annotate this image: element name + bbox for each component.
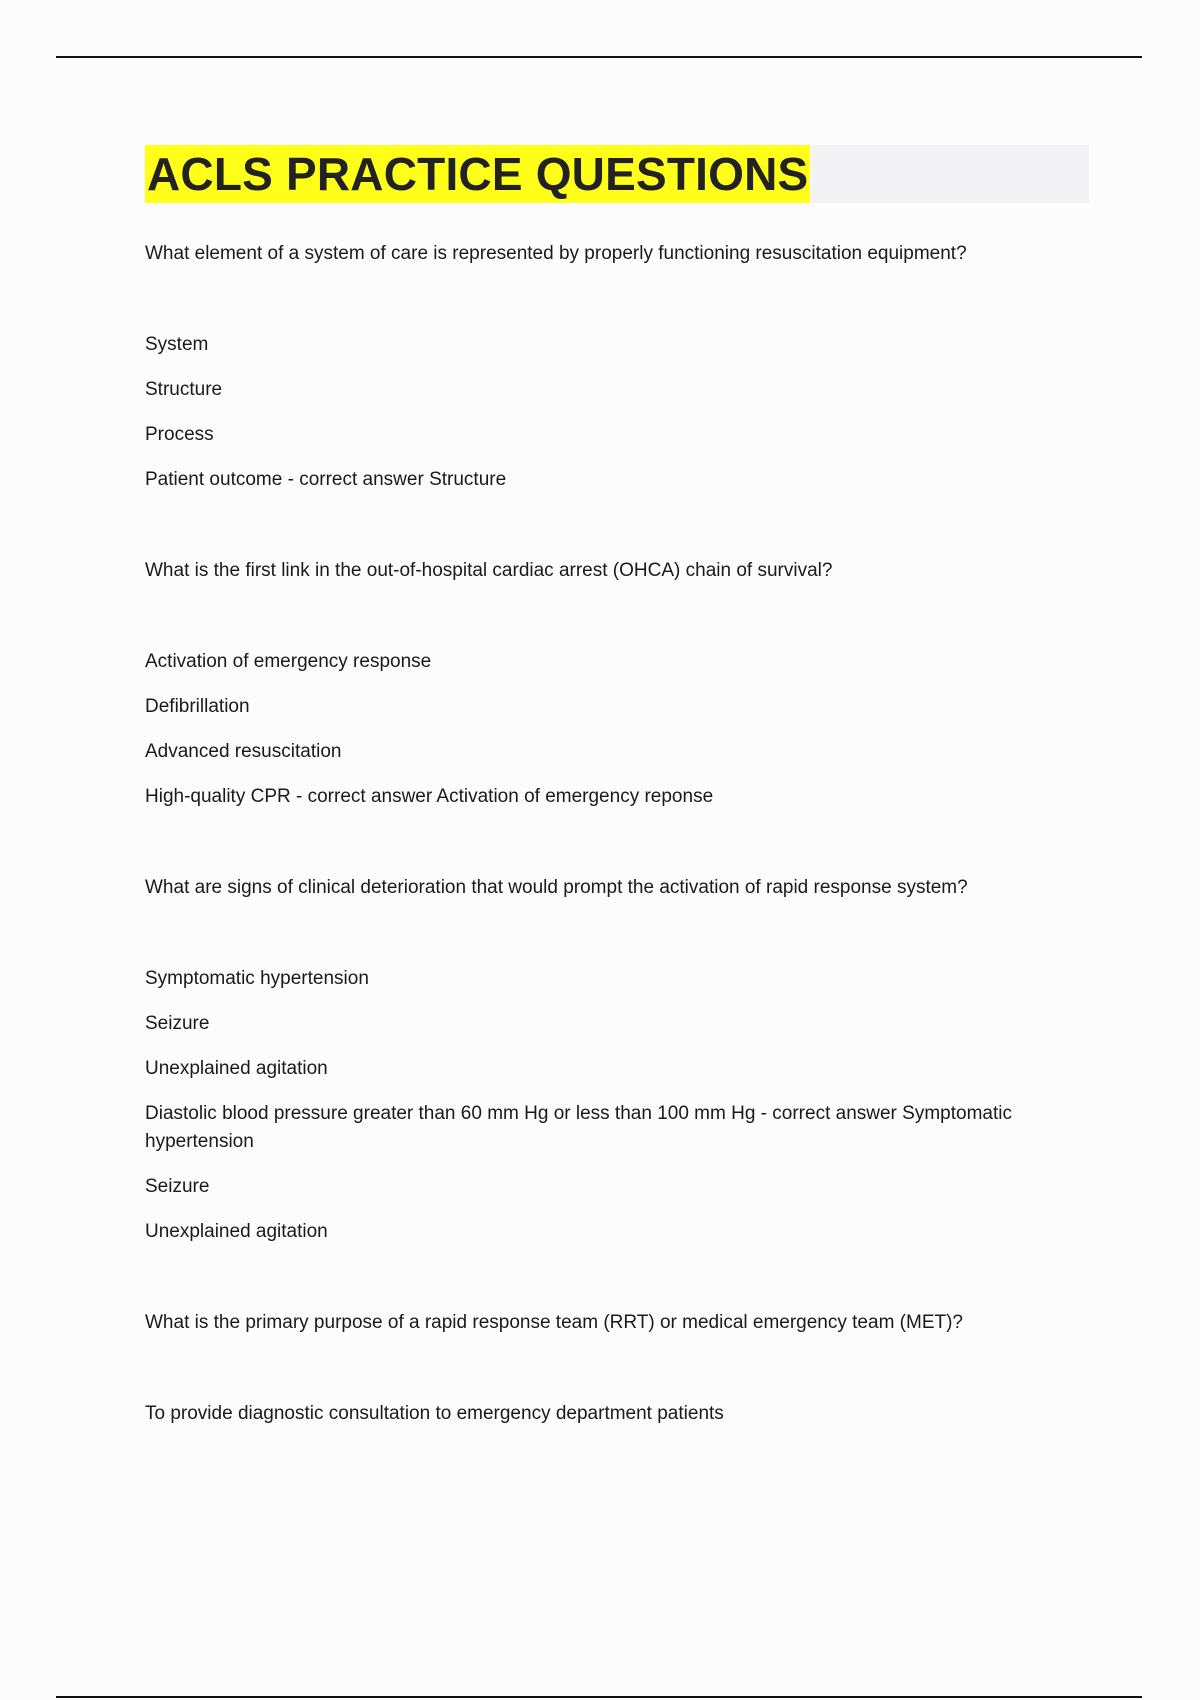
question-4: What is the primary purpose of a rapid response team (RRT) or medical emergency team (MET)? bbox=[145, 1312, 964, 1333]
q3-option-3: Unexplained agitation bbox=[145, 1058, 328, 1079]
question-1: What element of a system of care is represented by properly functioning resuscitation equipment? bbox=[145, 243, 967, 264]
q1-option-1: System bbox=[145, 334, 209, 355]
q3-option-4: Diastolic blood pressure greater than 60 mm Hg or less than 100 mm Hg - correct answer Symptomatic hypertension bbox=[145, 1103, 1012, 1152]
header-rule bbox=[56, 56, 1142, 58]
title-band bbox=[145, 145, 1089, 203]
q2-option-4: High-quality CPR - correct answer Activation of emergency reponse bbox=[145, 786, 714, 807]
q4-option-1: To provide diagnostic consultation to emergency department patients bbox=[145, 1403, 724, 1424]
q2-option-3: Advanced resuscitation bbox=[145, 741, 342, 762]
document-body bbox=[145, 145, 1089, 1428]
question-3: What are signs of clinical deterioration that would prompt the activation of rapid response system? bbox=[145, 877, 968, 898]
q3-option-1: Symptomatic hypertension bbox=[145, 968, 369, 989]
q1-option-3: Process bbox=[145, 424, 214, 445]
q3-option-5: Seizure bbox=[145, 1176, 210, 1197]
page-title: ACLS PRACTICE QUESTIONS bbox=[145, 145, 810, 203]
q2-option-2: Defibrillation bbox=[145, 696, 250, 717]
footer-rule bbox=[56, 1696, 1142, 1698]
q1-option-2: Structure bbox=[145, 379, 223, 400]
q1-option-4: Patient outcome - correct answer Structure bbox=[145, 469, 507, 490]
q3-option-2: Seizure bbox=[145, 1013, 210, 1034]
q2-option-1: Activation of emergency response bbox=[145, 651, 432, 672]
question-2: What is the first link in the out-of-hospital cardiac arrest (OHCA) chain of survival? bbox=[145, 560, 833, 581]
q3-option-6: Unexplained agitation bbox=[145, 1221, 328, 1242]
